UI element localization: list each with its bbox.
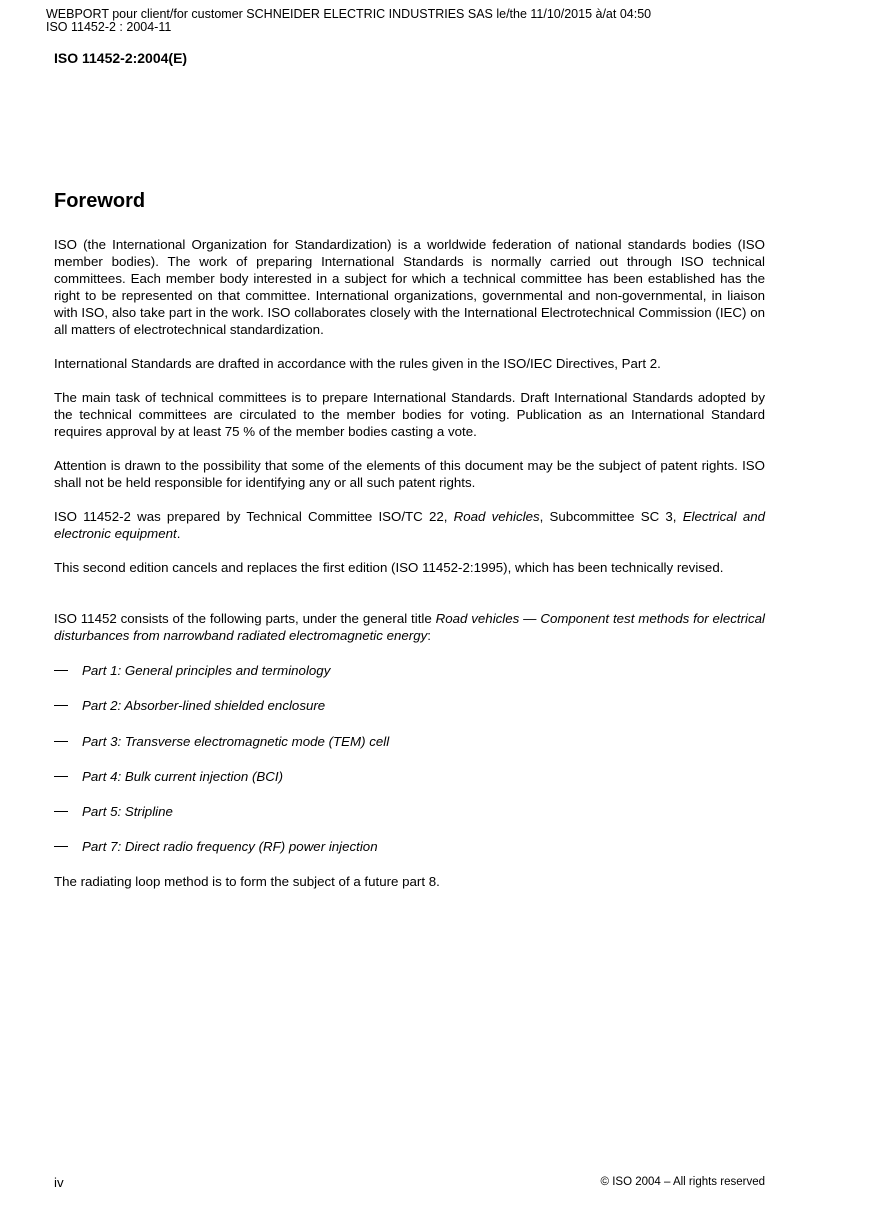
paragraph-directives: International Standards are drafted in accordance with the rules given in the ISO/IEC Directives, Part 2. — [54, 356, 661, 371]
colon: : — [427, 628, 431, 643]
dash-marker — [54, 741, 68, 742]
parts-intro-text: ISO 11452 consists of the following parts, under the general title — [54, 611, 436, 626]
general-title: Road vehicles — Component test methods for electrical disturbances from narrowband radiated electromagnetic energy — [54, 611, 765, 643]
watermark-line-1: WEBPORT pour client/for customer SCHNEIDER ELECTRIC INDUSTRIES SAS le/the 11/10/2015 à/at 04:50 — [46, 7, 652, 21]
paragraph-prepared-by — [54, 508, 765, 542]
paragraph-patent-rights: Attention is drawn to the possibility that some of the elements of this document may be the subject of patent rights. ISO shall not be held responsible for identifying any or all such patent rights. — [54, 458, 765, 490]
copyright-notice: © ISO 2004 – All rights reserved — [600, 1176, 765, 1188]
list-item-part-7 — [54, 838, 765, 855]
part-label: Part 1: General principles and terminology — [82, 663, 331, 678]
subcommittee-title: Electrical and electronic equipment — [54, 509, 766, 541]
page-number: iv — [54, 1175, 64, 1190]
dash-marker — [54, 846, 68, 847]
watermark-line-2: ISO 11452-2 : 2004-11 — [46, 20, 172, 34]
dash-marker — [54, 811, 68, 812]
part-label: Part 2: Absorber-lined shielded enclosure — [82, 698, 326, 713]
prepared-by-text: ISO 11452-2 was prepared by Technical Committee ISO/TC 22, — [54, 509, 454, 524]
committee-title: Road vehicles — [453, 509, 540, 524]
list-item-part-4 — [54, 768, 765, 785]
paragraph-parts-intro — [54, 610, 765, 644]
part-label: Part 3: Transverse electromagnetic mode (TEM) cell — [82, 734, 390, 749]
watermark — [46, 8, 651, 34]
part-label: Part 5: Stripline — [82, 804, 173, 819]
paragraph-iso-federation: ISO (the International Organization for Standardization) is a worldwide federation of national standards bodies (ISO member bodies). The work of preparing International Standards is normally carried out through ISO technical committees. Each member body interested in a subject for which a technical committee has been established has the right to be represented on that committee. International organizations, governmental and non-governmental, in liaison with ISO, also take part in the work. ISO collaborates closely with the International Electrotechnical Commission (IEC) on all matters of electrotechnical standardization. — [54, 237, 765, 337]
dash-marker — [54, 705, 68, 706]
part-label: Part 7: Direct radio frequency (RF) power injection — [82, 839, 378, 854]
document-id-header: ISO 11452-2:2004(E) — [54, 50, 188, 66]
paragraph-future-part: The radiating loop method is to form the subject of a future part 8. — [54, 874, 440, 889]
paragraph-second-edition: This second edition cancels and replaces the first edition (ISO 11452-2:1995), which has been technically revised. — [54, 560, 724, 575]
subcommittee-text: , Subcommittee SC 3, — [539, 509, 683, 524]
period: . — [176, 526, 181, 541]
page-title: Foreword — [54, 190, 146, 212]
list-item-part-2 — [54, 697, 765, 714]
list-item-part-1 — [54, 662, 765, 679]
paragraph-main-task: The main task of technical committees is to prepare International Standards. Draft International Standards adopted by the technical committees are circulated to the member bodies for voting. Publication as an International Standard requires approval by at least 75 % of the member bodies casting a vote. — [54, 390, 765, 439]
dash-marker — [54, 776, 68, 777]
part-label: Part 4: Bulk current injection (BCI) — [82, 769, 284, 784]
list-item-part-5 — [54, 803, 765, 820]
dash-marker — [54, 670, 68, 671]
list-item-part-3 — [54, 733, 765, 750]
